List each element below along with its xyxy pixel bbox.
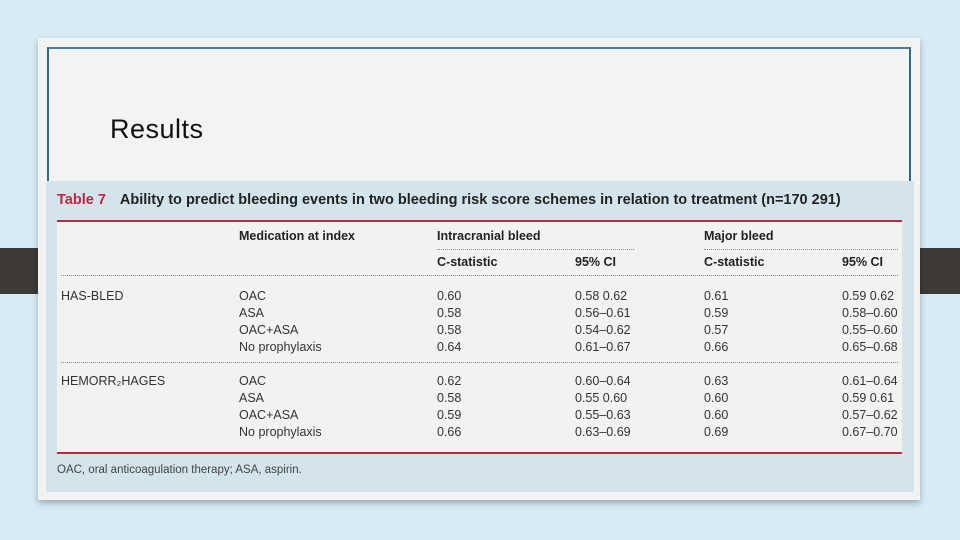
slide bbox=[38, 38, 920, 500]
ci-cell: 0.58–0.60 bbox=[842, 306, 898, 320]
cstat-cell: 0.64 bbox=[437, 340, 462, 354]
slide-title: Results bbox=[110, 114, 204, 144]
medication-cell: OAC bbox=[239, 289, 267, 303]
cstat-cell: 0.62 bbox=[437, 374, 462, 388]
ci-cell: 0.60–0.64 bbox=[575, 374, 631, 388]
ci-cell: 0.56–0.61 bbox=[575, 306, 631, 320]
data-table bbox=[57, 220, 902, 454]
ci-cell: 0.55–0.63 bbox=[575, 408, 631, 422]
score-name: HAS-BLED bbox=[61, 289, 124, 303]
cstat-cell: 0.66 bbox=[437, 425, 462, 439]
header-divider bbox=[704, 249, 898, 250]
ci-cell: 0.59 0.61 bbox=[842, 391, 895, 405]
table-caption-text: Ability to predict bleeding events in two bleeding risk score schemes in relation to treatment (n=170 291) bbox=[119, 192, 841, 208]
ci-cell: 0.67–0.70 bbox=[842, 425, 898, 439]
header-major: Major bleed bbox=[704, 229, 774, 243]
cstat-cell: 0.66 bbox=[704, 340, 729, 354]
ci-cell: 0.65–0.68 bbox=[842, 340, 898, 354]
group-divider bbox=[61, 362, 898, 363]
medication-cell: OAC+ASA bbox=[239, 408, 299, 422]
ci-cell: 0.54–0.62 bbox=[575, 323, 631, 337]
ci-cell: 0.58 0.62 bbox=[575, 289, 628, 303]
cstat-cell: 0.59 bbox=[704, 306, 729, 320]
header-intracranial: Intracranial bleed bbox=[437, 229, 541, 243]
ci-cell: 0.63–0.69 bbox=[575, 425, 631, 439]
ci-cell: 0.61–0.64 bbox=[842, 374, 898, 388]
cstat-cell: 0.60 bbox=[704, 408, 729, 422]
medication-cell: No prophylaxis bbox=[239, 340, 322, 354]
table-figure bbox=[46, 181, 914, 492]
ci-cell: 0.55 0.60 bbox=[575, 391, 628, 405]
ci-cell: 0.59 0.62 bbox=[842, 289, 895, 303]
cstat-cell: 0.58 bbox=[437, 323, 462, 337]
medication-cell: ASA bbox=[239, 306, 265, 320]
cstat-cell: 0.63 bbox=[704, 374, 729, 388]
header-ci-ic: 95% CI bbox=[575, 255, 616, 269]
medication-cell: No prophylaxis bbox=[239, 425, 322, 439]
table-caption bbox=[57, 192, 841, 208]
header-cstat-mb: C-statistic bbox=[704, 255, 765, 269]
ci-cell: 0.61–0.67 bbox=[575, 340, 631, 354]
ci-cell: 0.55–0.60 bbox=[842, 323, 898, 337]
cstat-cell: 0.60 bbox=[437, 289, 462, 303]
header-ci-mb: 95% CI bbox=[842, 255, 883, 269]
table-label: Table 7 bbox=[57, 192, 106, 208]
cstat-cell: 0.58 bbox=[437, 391, 462, 405]
cstat-cell: 0.59 bbox=[437, 408, 462, 422]
cstat-cell: 0.58 bbox=[437, 306, 462, 320]
score-name: HEMORR₂HAGES bbox=[61, 374, 166, 388]
header-divider bbox=[437, 249, 634, 250]
header-bottom-divider bbox=[61, 275, 898, 276]
cstat-cell: 0.69 bbox=[704, 425, 729, 439]
cstat-cell: 0.60 bbox=[704, 391, 729, 405]
medication-cell: ASA bbox=[239, 391, 265, 405]
header-cstat-ic: C-statistic bbox=[437, 255, 498, 269]
ci-cell: 0.57–0.62 bbox=[842, 408, 898, 422]
medication-cell: OAC+ASA bbox=[239, 323, 299, 337]
cstat-cell: 0.61 bbox=[704, 289, 729, 303]
header-medication: Medication at index bbox=[239, 229, 355, 243]
medication-cell: OAC bbox=[239, 374, 267, 388]
cstat-cell: 0.57 bbox=[704, 323, 729, 337]
table-footnote: OAC, oral anticoagulation therapy; ASA, aspirin. bbox=[57, 464, 302, 476]
